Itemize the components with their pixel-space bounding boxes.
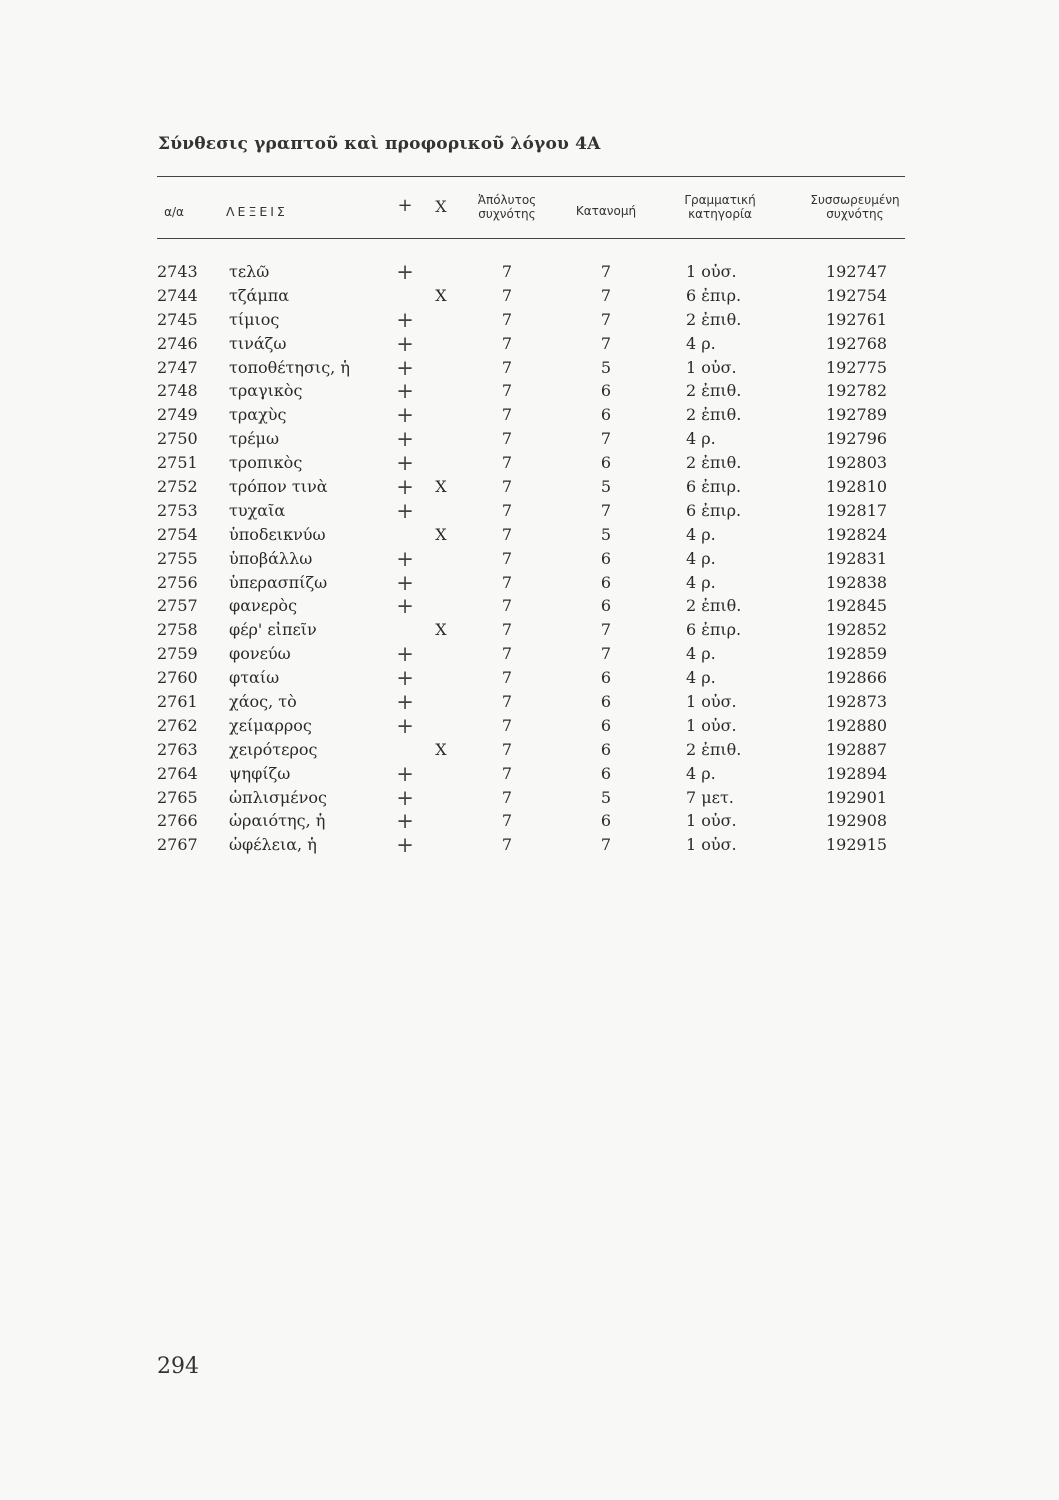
table-row [0, 475, 1059, 499]
row-distribution: 7 [600, 262, 612, 281]
row-cumulative-frequency: 192887 [826, 739, 888, 759]
table-row [0, 714, 1059, 738]
row-cumulative-frequency: 192824 [826, 524, 888, 544]
row-absolute-frequency: 7 [501, 644, 513, 664]
row-grammatical-category: 6 ἐπιρ. [686, 500, 742, 520]
row-cumulative-frequency: 192831 [826, 548, 888, 568]
row-number: 2744 [157, 285, 198, 305]
row-plus-mark: + [396, 403, 414, 428]
table-row [0, 284, 1059, 308]
row-absolute-frequency: 7 [501, 811, 513, 831]
table-row [0, 618, 1059, 642]
row-grammatical-category: 4 ρ. [686, 763, 716, 783]
row-distribution: 6 [600, 381, 612, 401]
row-plus-mark: + [396, 809, 414, 834]
header-absolute-frequency [463, 193, 551, 221]
row-absolute-frequency: 7 [501, 668, 513, 688]
row-plus-mark: + [396, 260, 414, 284]
row-number: 2758 [157, 620, 198, 640]
header-x: Χ [435, 197, 447, 216]
table-row [0, 786, 1059, 810]
row-number: 2749 [157, 405, 198, 425]
row-grammatical-category: 4 ρ. [686, 429, 716, 449]
row-number: 2760 [157, 668, 198, 688]
row-absolute-frequency: 7 [501, 309, 513, 329]
row-distribution: 5 [600, 787, 612, 807]
row-plus-mark: + [396, 713, 414, 738]
table-row [0, 594, 1059, 618]
table-row [0, 666, 1059, 690]
row-grammatical-category: 1 οὐσ. [686, 692, 737, 712]
row-cumulative-frequency: 192810 [826, 477, 888, 497]
row-number: 2745 [157, 309, 198, 329]
table-row [0, 762, 1059, 786]
row-word: τελῶ [229, 262, 270, 281]
row-cumulative-frequency: 192873 [826, 692, 888, 712]
row-cumulative-frequency: 192852 [826, 620, 888, 640]
row-x-mark: Χ [435, 477, 447, 497]
row-distribution: 6 [600, 668, 612, 688]
row-word: τροπικὸς [229, 453, 303, 473]
row-plus-mark: + [396, 570, 414, 595]
table-row [0, 427, 1059, 451]
row-grammatical-category: 6 ἐπιρ. [686, 477, 742, 497]
header-plus: + [397, 195, 413, 216]
row-absolute-frequency: 7 [501, 262, 513, 281]
row-number: 2752 [157, 477, 198, 497]
row-distribution: 6 [600, 596, 612, 616]
header-cumulative-frequency-line2: συχνότης [826, 207, 884, 221]
header-word: ΛΕΞΕΙΣ [226, 204, 288, 219]
table-header-rule [157, 238, 905, 239]
row-cumulative-frequency: 192908 [826, 811, 888, 831]
row-word: ὠφέλεια, ἡ [229, 835, 317, 855]
row-cumulative-frequency: 192866 [826, 668, 888, 688]
row-word: τζάμπα [229, 285, 290, 305]
row-cumulative-frequency: 192754 [826, 285, 888, 305]
row-number: 2763 [157, 739, 198, 759]
row-cumulative-frequency: 192768 [826, 333, 888, 353]
row-number: 2766 [157, 811, 198, 831]
row-word: τραγικὸς [229, 381, 303, 401]
row-grammatical-category: 1 οὐσ. [686, 262, 737, 281]
row-absolute-frequency: 7 [501, 285, 513, 305]
row-cumulative-frequency: 192894 [826, 763, 888, 783]
row-grammatical-category: 1 οὐσ. [686, 811, 737, 831]
row-grammatical-category: 7 μετ. [686, 787, 734, 807]
row-absolute-frequency: 7 [501, 787, 513, 807]
row-plus-mark: + [396, 666, 414, 691]
row-plus-mark: + [396, 427, 414, 452]
table-row [0, 642, 1059, 666]
row-number: 2757 [157, 596, 198, 616]
row-grammatical-category: 2 ἐπιθ. [686, 739, 742, 759]
row-cumulative-frequency: 192915 [826, 835, 888, 855]
row-word: ψηφίζω [229, 763, 291, 783]
header-absolute-frequency-line2: συχνότης [478, 207, 536, 221]
table-row [0, 571, 1059, 595]
row-distribution: 6 [600, 572, 612, 592]
row-word: τίμιος [229, 309, 280, 329]
header-absolute-frequency-line1: Ἀπόλυτος [477, 193, 537, 207]
row-distribution: 6 [600, 405, 612, 425]
row-number: 2755 [157, 548, 198, 568]
table-row [0, 690, 1059, 714]
row-word: τρέμω [229, 429, 279, 449]
row-absolute-frequency: 7 [501, 333, 513, 353]
row-grammatical-category: 2 ἐπιθ. [686, 596, 742, 616]
row-grammatical-category: 2 ἐπιθ. [686, 405, 742, 425]
row-plus-mark: + [396, 642, 414, 667]
row-number: 2751 [157, 453, 198, 473]
row-grammatical-category: 4 ρ. [686, 572, 716, 592]
table-row [0, 738, 1059, 762]
row-grammatical-category: 4 ρ. [686, 668, 716, 688]
row-word: χείμαρρος [229, 715, 312, 735]
row-distribution: 6 [600, 453, 612, 473]
table-row [0, 356, 1059, 380]
row-absolute-frequency: 7 [501, 524, 513, 544]
row-word: φονεύω [229, 644, 291, 664]
table-row [0, 260, 1059, 284]
row-grammatical-category: 1 οὐσ. [686, 357, 737, 377]
row-word: ὑποδεικνύω [229, 524, 326, 544]
header-grammatical-category-line1: Γραμματική [684, 193, 756, 207]
row-plus-mark: + [396, 307, 414, 332]
row-absolute-frequency: 7 [501, 596, 513, 616]
row-word: ὑποβάλλω [229, 548, 313, 568]
row-distribution: 6 [600, 692, 612, 712]
row-word: ὡπλισμένος [229, 787, 327, 807]
row-word: φανερὸς [229, 596, 298, 616]
row-number: 2748 [157, 381, 198, 401]
table-row [0, 833, 1059, 857]
row-grammatical-category: 4 ρ. [686, 524, 716, 544]
row-grammatical-category: 6 ἐπιρ. [686, 285, 742, 305]
table-row [0, 379, 1059, 403]
row-number: 2765 [157, 787, 198, 807]
row-absolute-frequency: 7 [501, 763, 513, 783]
row-plus-mark: + [396, 785, 414, 810]
row-absolute-frequency: 7 [501, 429, 513, 449]
row-distribution: 7 [600, 333, 612, 353]
row-cumulative-frequency: 192796 [826, 429, 888, 449]
row-word: ὡραιότης, ἡ [229, 811, 326, 831]
row-distribution: 7 [600, 835, 612, 855]
row-cumulative-frequency: 192845 [826, 596, 888, 616]
row-grammatical-category: 4 ρ. [686, 548, 716, 568]
page-number: 294 [157, 1354, 199, 1379]
row-plus-mark: + [396, 546, 414, 571]
header-cumulative-frequency-line1: Συσσωρευμένη [810, 193, 900, 207]
row-absolute-frequency: 7 [501, 692, 513, 712]
row-distribution: 7 [600, 429, 612, 449]
row-cumulative-frequency: 192838 [826, 572, 888, 592]
row-word: τυχαῖα [229, 500, 286, 520]
page-title: Σύνθεσις γραπτοῦ καὶ προφορικοῦ λόγου 4Α [158, 134, 601, 154]
table-row [0, 547, 1059, 571]
row-distribution: 7 [600, 620, 612, 640]
row-cumulative-frequency: 192880 [826, 715, 888, 735]
row-x-mark: Χ [435, 285, 447, 305]
row-absolute-frequency: 7 [501, 477, 513, 497]
row-distribution: 7 [600, 644, 612, 664]
row-word: χειρότερος [229, 739, 318, 759]
table-row [0, 403, 1059, 427]
row-absolute-frequency: 7 [501, 500, 513, 520]
row-distribution: 6 [600, 763, 612, 783]
row-cumulative-frequency: 192775 [826, 357, 888, 377]
row-plus-mark: + [396, 379, 414, 404]
row-word: ὑπερασπίζω [229, 572, 328, 592]
row-word: χάος, τὸ [229, 692, 297, 712]
header-grammatical-category-line2: κατηγορία [688, 207, 752, 221]
row-number: 2750 [157, 429, 198, 449]
row-grammatical-category: 6 ἐπιρ. [686, 620, 742, 640]
table-row [0, 332, 1059, 356]
row-number: 2747 [157, 357, 198, 377]
row-distribution: 5 [600, 357, 612, 377]
row-plus-mark: + [396, 690, 414, 715]
row-absolute-frequency: 7 [501, 405, 513, 425]
row-absolute-frequency: 7 [501, 381, 513, 401]
row-word: φταίω [229, 668, 280, 688]
row-grammatical-category: 2 ἐπιθ. [686, 453, 742, 473]
row-distribution: 5 [600, 524, 612, 544]
row-cumulative-frequency: 192803 [826, 453, 888, 473]
table-body [0, 260, 1059, 857]
table-row [0, 523, 1059, 547]
row-cumulative-frequency: 192859 [826, 644, 888, 664]
row-number: 2767 [157, 835, 198, 855]
row-absolute-frequency: 7 [501, 715, 513, 735]
row-plus-mark: + [396, 451, 414, 476]
row-grammatical-category: 2 ἐπιθ. [686, 309, 742, 329]
table-row [0, 809, 1059, 833]
row-grammatical-category: 1 οὐσ. [686, 835, 737, 855]
header-number: α/α [164, 205, 184, 219]
row-distribution: 6 [600, 811, 612, 831]
row-word: τρόπον τινὰ [229, 477, 328, 497]
row-grammatical-category: 2 ἐπιθ. [686, 381, 742, 401]
row-cumulative-frequency: 192782 [826, 381, 888, 401]
table-row [0, 308, 1059, 332]
row-plus-mark: + [396, 475, 414, 500]
row-word: τοποθέτησις, ἡ [229, 357, 350, 377]
row-distribution: 6 [600, 739, 612, 759]
row-word: φέρ' εἰπεῖν [229, 620, 317, 640]
row-cumulative-frequency: 192901 [826, 787, 888, 807]
row-number: 2762 [157, 715, 198, 735]
row-absolute-frequency: 7 [501, 620, 513, 640]
header-cumulative-frequency [800, 193, 910, 221]
row-cumulative-frequency: 192747 [826, 262, 888, 281]
table-row [0, 499, 1059, 523]
row-number: 2743 [157, 262, 198, 281]
row-cumulative-frequency: 192761 [826, 309, 888, 329]
table-row [0, 451, 1059, 475]
row-x-mark: Χ [435, 739, 447, 759]
row-absolute-frequency: 7 [501, 548, 513, 568]
row-number: 2764 [157, 763, 198, 783]
row-number: 2756 [157, 572, 198, 592]
row-grammatical-category: 4 ρ. [686, 644, 716, 664]
header-distribution: Κατανομή [575, 204, 637, 218]
row-distribution: 5 [600, 477, 612, 497]
table-top-rule [157, 176, 905, 177]
row-absolute-frequency: 7 [501, 572, 513, 592]
row-word: τινάζω [229, 333, 287, 353]
row-number: 2746 [157, 333, 198, 353]
row-number: 2759 [157, 644, 198, 664]
header-grammatical-category [670, 193, 770, 221]
row-distribution: 7 [600, 285, 612, 305]
row-plus-mark: + [396, 498, 414, 523]
row-distribution: 7 [600, 309, 612, 329]
row-cumulative-frequency: 192789 [826, 405, 888, 425]
row-plus-mark: + [396, 594, 414, 619]
row-number: 2753 [157, 500, 198, 520]
row-x-mark: Χ [435, 620, 447, 640]
row-number: 2754 [157, 524, 198, 544]
row-plus-mark: + [396, 761, 414, 786]
row-plus-mark: + [396, 331, 414, 356]
row-plus-mark: + [396, 833, 414, 858]
row-grammatical-category: 4 ρ. [686, 333, 716, 353]
row-absolute-frequency: 7 [501, 835, 513, 855]
row-grammatical-category: 1 οὐσ. [686, 715, 737, 735]
row-absolute-frequency: 7 [501, 357, 513, 377]
row-distribution: 6 [600, 715, 612, 735]
row-cumulative-frequency: 192817 [826, 500, 888, 520]
row-x-mark: Χ [435, 524, 447, 544]
row-plus-mark: + [396, 355, 414, 380]
row-distribution: 6 [600, 548, 612, 568]
row-word: τραχὺς [229, 405, 287, 425]
row-absolute-frequency: 7 [501, 453, 513, 473]
row-absolute-frequency: 7 [501, 739, 513, 759]
row-number: 2761 [157, 692, 198, 712]
row-distribution: 7 [600, 500, 612, 520]
